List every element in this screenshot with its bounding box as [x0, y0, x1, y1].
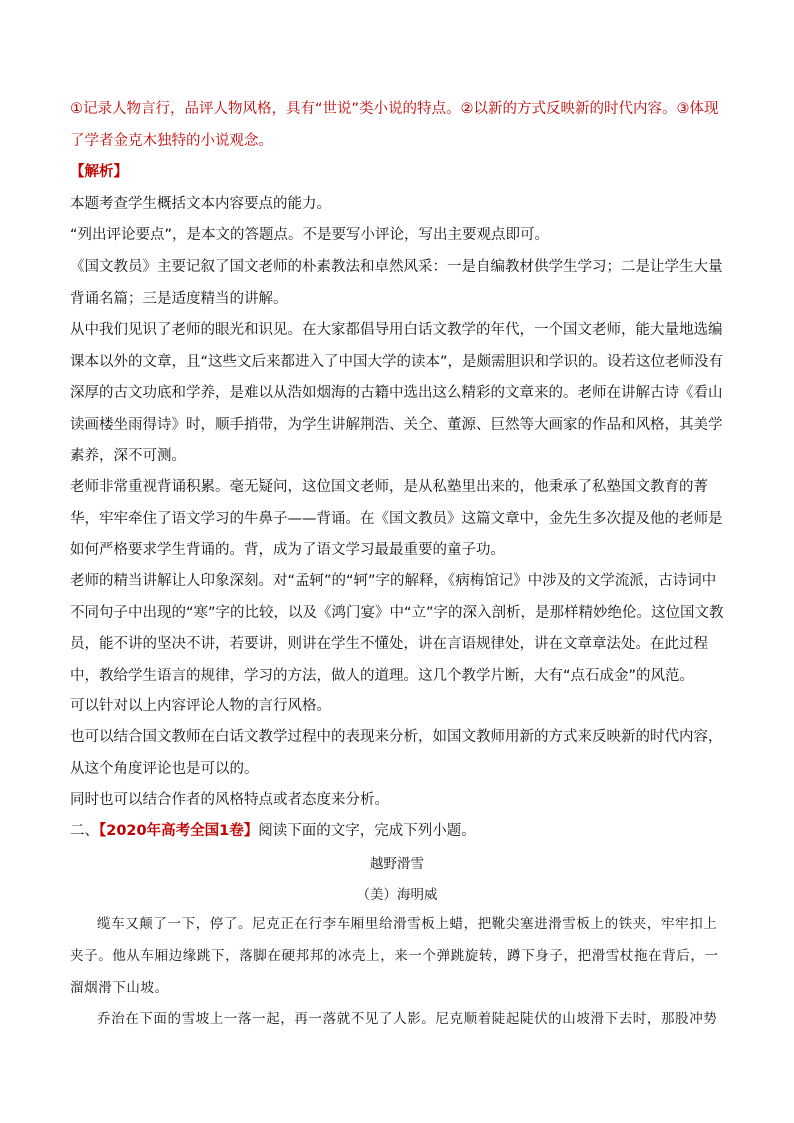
- section-2-prefix: 二、: [70, 823, 99, 839]
- paragraph-4: 从中我们见识了老师的眼光和识见。在大家都倡导用白话文教学的年代，一个国文老师，能大量地选编课本以外的文章，且“这些文后来都进入了中国大学的读本”，是颇需胆识和学识的。设若这位老师没有深厚的古文功底和学养，是难以从浩如烟海的古籍中选出这么精彩的文章来的。老师在讲解古诗《看山读画楼坐雨得诗》时，顺手捎带，为学生讲解荆浩、关仝、董源、巨然等大画家的作品和风格，其美学素养，深不可测。: [70, 322, 724, 464]
- story-title: 越野滑雪: [370, 856, 424, 872]
- story-paragraph-2: 乔治在下面的雪坡上一落一起，再一落就不见了人影。尼克顺着陡起陡伏的山坡滑下去时，那股冲势: [97, 1011, 718, 1027]
- section-2-heading: [70, 816, 730, 848]
- paragraph-1: 本题考查学生概括文本内容要点的能力。: [70, 196, 331, 212]
- story-paragraph-1: 缆车又颠了一下，停了。尼克正在行李车厢里给滑雪板上蜡，把靴尖塞进滑雪板上的铁夹，牢牢扣上夹子。他从车厢边缘跳下，落脚在硬邦邦的冰壳上，来一个弹跳旋转，蹲下身子，把滑雪杖拖在背后，一溜烟滑下山坡。: [70, 916, 719, 996]
- section-2-instruction: 阅读下面的文字，完成下列小题。: [258, 823, 476, 839]
- paragraph-5: 老师非常重视背诵积累。毫无疑问，这位国文老师，是从私塾里出来的，他秉承了私塾国文教育的菁华，牢牢牵住了语文学习的牛鼻子——背诵。在《国文教员》这篇文章中，金先生多次提及他的老师是如何严格要求学生背诵的。背，成为了语文学习最最重要的童子功。: [70, 479, 723, 558]
- paragraph-3: 《国文教员》主要记叙了国文老师的朴素教法和卓然风采：一是自编教材供学生学习；二是让学生大量背诵名篇；三是适度精当的讲解。: [70, 259, 723, 307]
- paragraph-7: 可以针对以上内容评论人物的言行风格。: [70, 698, 331, 714]
- paragraph-6: 老师的精当讲解让人印象深刻。对“孟轲”的“轲”字的解释，《病梅馆记》中涉及的文学流派，古诗词中不同句子中出现的“寒”字的比较，以及《鸿门宴》中“立”字的深入剖析，是那样精妙绝伦。这位国文教员，能不讲的坚决不讲，若要讲，则讲在学生不懂处，讲在言语规律处，讲在文章章法处。在此过程中，教给学生语言的规律，学习的方法，做人的道理。这几个教学片断，大有“点石成金”的风范。: [70, 573, 724, 684]
- answer-text: ①记录人物言行，品评人物风格，具有“世说”类小说的特点。②以新的方式反映新的时代内容。③体现了学者金克木独特的小说观念。: [70, 101, 719, 149]
- paragraph-8: 也可以结合国文教师在白话文教学过程中的表现来分析，如国文教师用新的方式来反映新的时代内容，从这个角度评论也是可以的。: [70, 729, 723, 777]
- paragraph-9: 同时也可以结合作者的风格特点或者态度来分析。: [70, 792, 389, 808]
- story-author: （美）海明威: [356, 887, 438, 903]
- paragraph-2: “列出评论要点”，是本文的答题点。不是要写小评论，写出主要观点即可。: [70, 227, 550, 243]
- exam-source-tag: 【2020年高考全国1卷】: [99, 823, 259, 839]
- analysis-heading: 【解析】: [70, 164, 128, 180]
